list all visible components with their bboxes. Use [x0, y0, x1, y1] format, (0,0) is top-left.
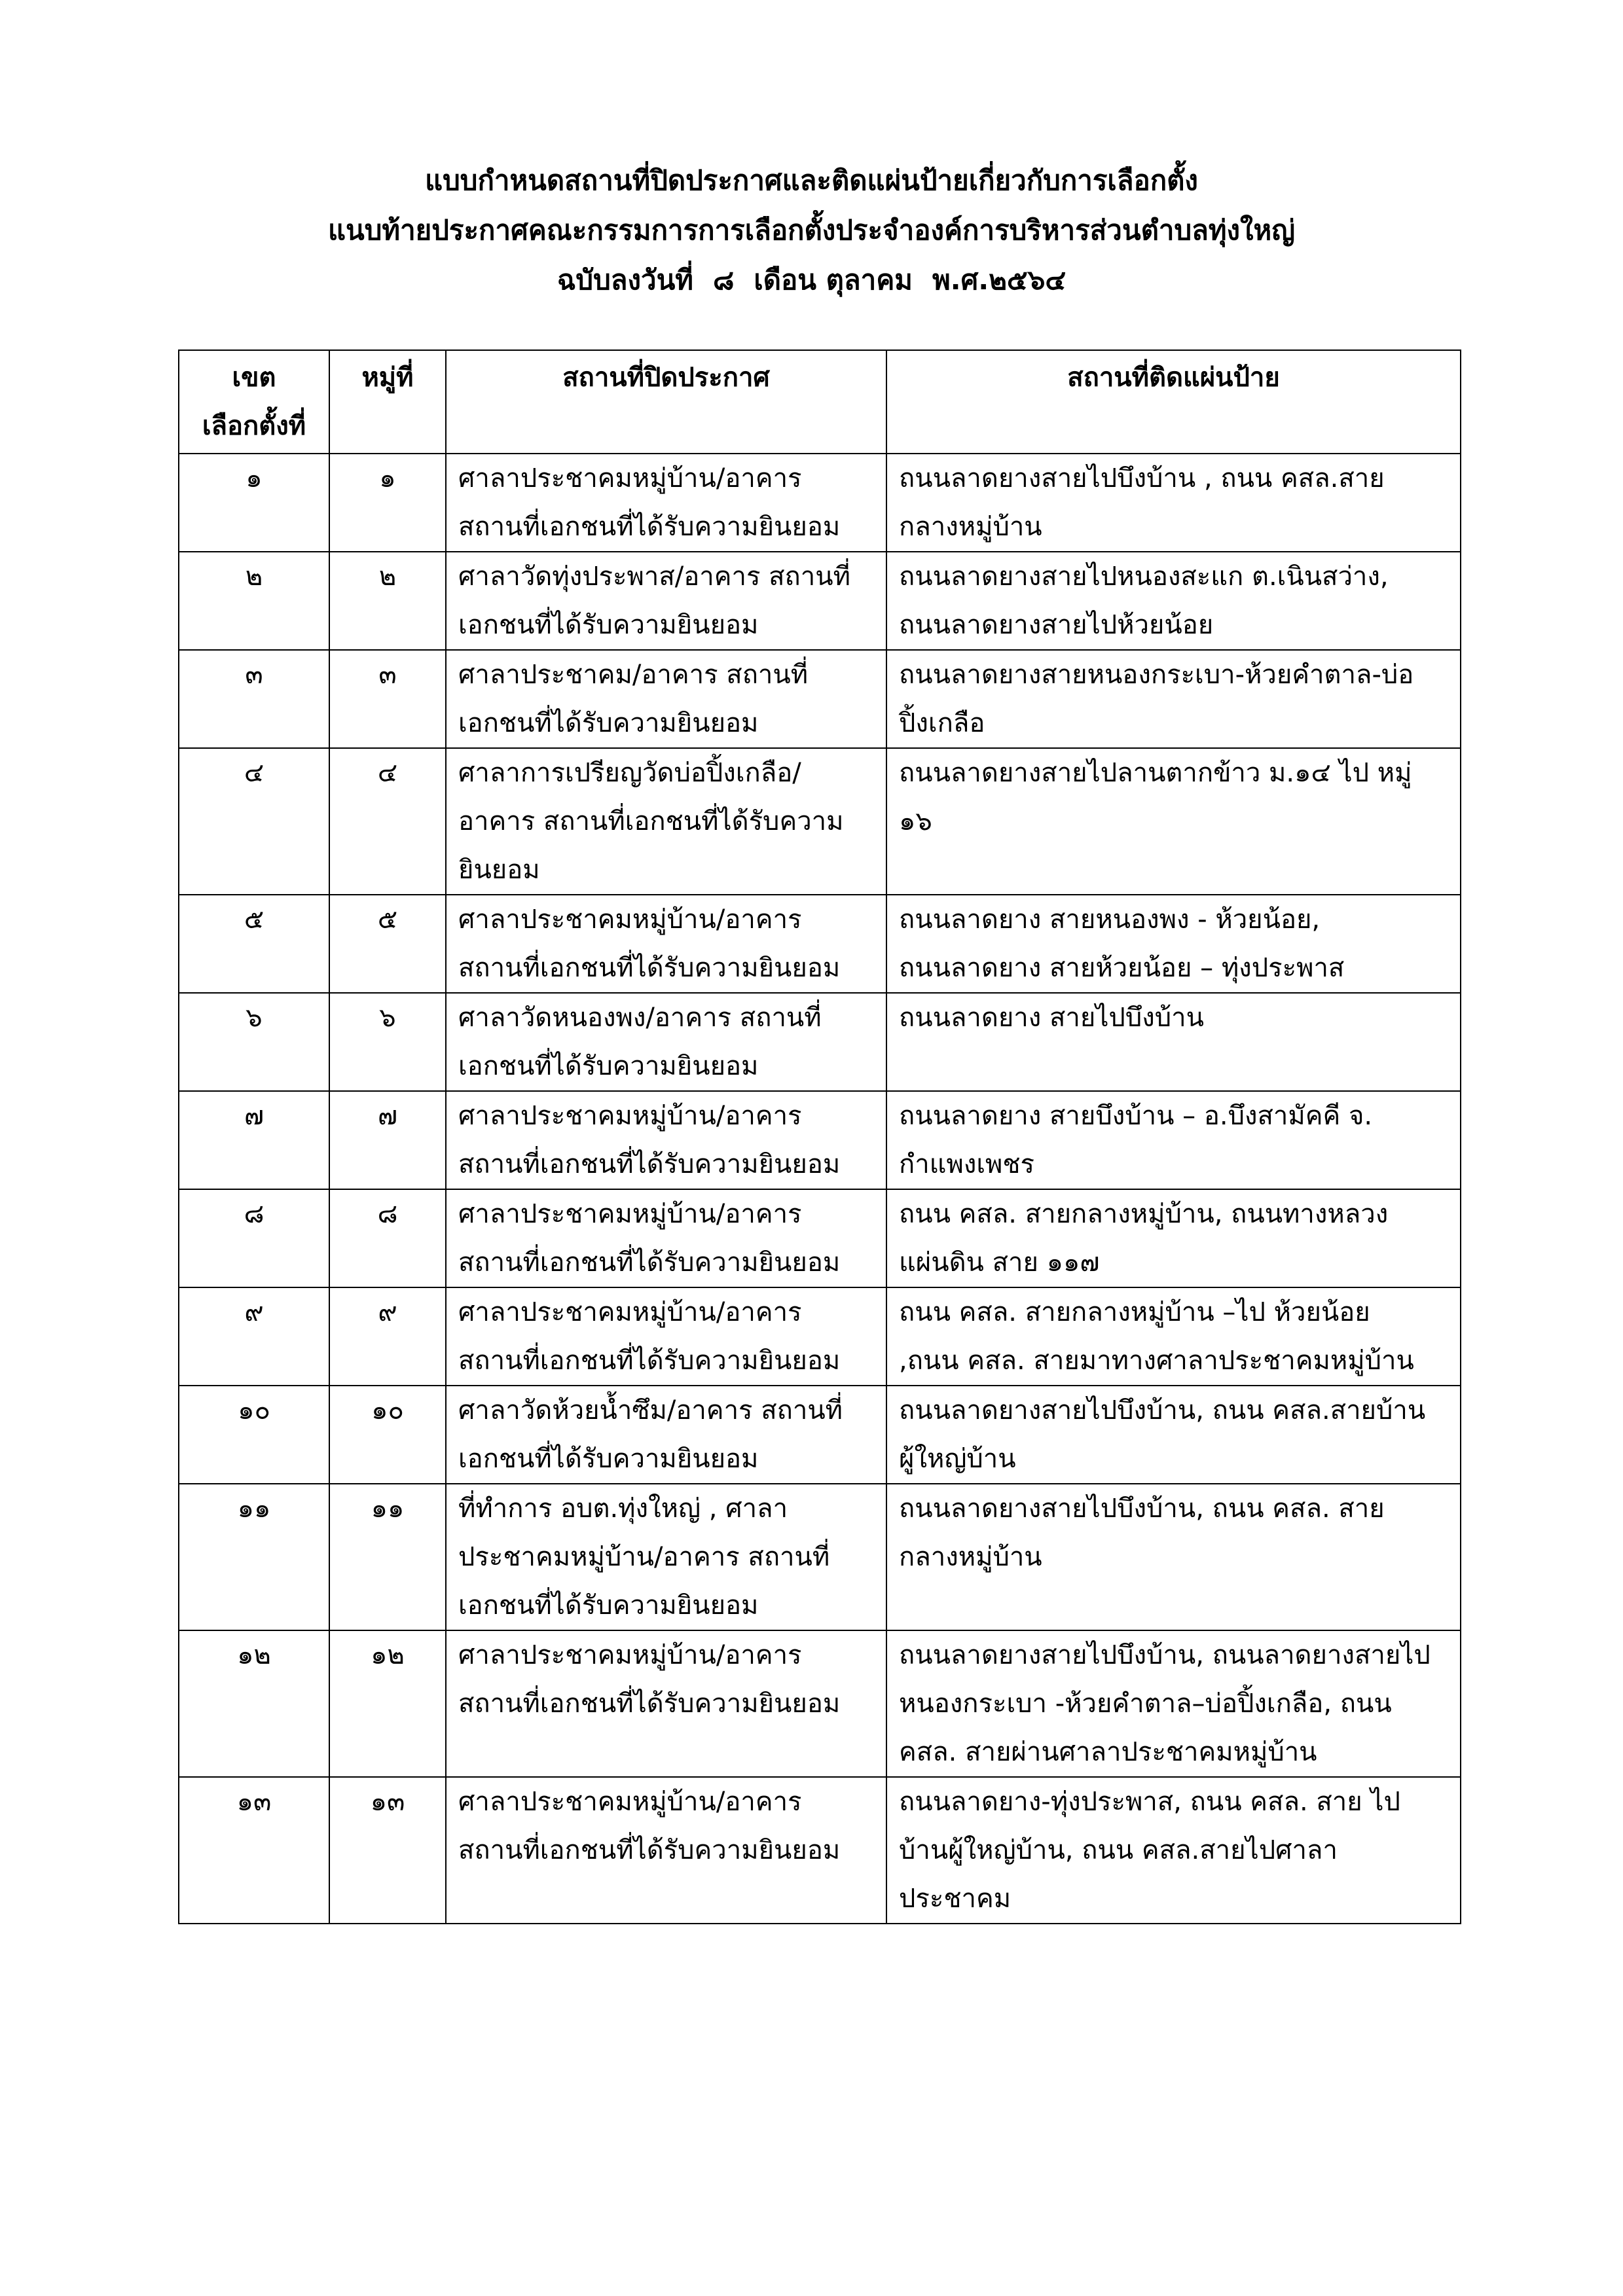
cell-zone: ๕ [179, 895, 329, 993]
cell-zone: ๗ [179, 1091, 329, 1189]
table-row [179, 650, 1461, 748]
cell-zone: ๘ [179, 1189, 329, 1287]
cell-announce-place: ศาลาประชาคมหมู่บ้าน/อาคาร สถานที่เอกชนที่ได้รับความยินยอม [446, 1189, 886, 1287]
cell-village: ๑๑ [329, 1484, 446, 1630]
table-row [179, 748, 1461, 895]
cell-zone: ๑ [179, 454, 329, 552]
header-zone [179, 350, 329, 454]
cell-zone: ๒ [179, 552, 329, 650]
cell-zone: ๓ [179, 650, 329, 748]
header-zone-line-2: เลือกตั้งที่ [202, 411, 306, 441]
cell-village: ๑๒ [329, 1630, 446, 1777]
table-row [179, 552, 1461, 650]
title-line-2: แนบท้ายประกาศคณะกรรมการการเลือกตั้งประจำองค์การบริหารส่วนตำบลทุ่งใหญ่ [327, 214, 1296, 246]
cell-village: ๓ [329, 650, 446, 748]
cell-sign-place: ถนนลาดยางสายหนองกระเบา-ห้วยคำตาล-บ่อ ปิ้งเกลือ [886, 650, 1461, 748]
cell-village: ๗ [329, 1091, 446, 1189]
cell-zone: ๑๐ [179, 1386, 329, 1484]
cell-sign-place: ถนนลาดยาง สายบึงบ้าน – อ.บึงสามัคคี จ. กำแพงเพชร [886, 1091, 1461, 1189]
table-body [179, 454, 1461, 1924]
date-prefix: ฉบับลงวันที่ [556, 264, 693, 296]
title-line-3 [0, 255, 1623, 305]
cell-sign-place: ถนนลาดยาง สายไปบึงบ้าน [886, 993, 1461, 1091]
cell-village: ๑ [329, 454, 446, 552]
cell-village: ๙ [329, 1287, 446, 1386]
cell-sign-place: ถนนลาดยางสายไปลานตากข้าว ม.๑๔ ไป หมู่ ๑๖ [886, 748, 1461, 895]
cell-village: ๕ [329, 895, 446, 993]
document-title [0, 156, 1623, 305]
cell-sign-place: ถนนลาดยางสายไปบึงบ้าน, ถนน คสล. สาย กลางหมู่บ้าน [886, 1484, 1461, 1630]
cell-announce-place: ศาลาวัดหนองพง/อาคาร สถานที่ เอกชนที่ได้รับความยินยอม [446, 993, 886, 1091]
table-row [179, 1777, 1461, 1924]
table-row [179, 1189, 1461, 1287]
table-row [179, 1386, 1461, 1484]
cell-announce-place: ศาลาประชาคมหมู่บ้าน/อาคาร สถานที่เอกชนที่ได้รับความยินยอม [446, 454, 886, 552]
cell-village: ๘ [329, 1189, 446, 1287]
cell-village: ๑๐ [329, 1386, 446, 1484]
cell-announce-place: ศาลาวัดทุ่งประพาส/อาคาร สถานที่ เอกชนที่ได้รับความยินยอม [446, 552, 886, 650]
cell-announce-place: ที่ทำการ อบต.ทุ่งใหญ่ , ศาลา ประชาคมหมู่บ้าน/อาคาร สถานที่ เอกชนที่ได้รับความยินยอม [446, 1484, 886, 1630]
header-village: หมู่ที่ [329, 350, 446, 454]
announcement-location-table [178, 350, 1461, 1924]
cell-zone: ๑๒ [179, 1630, 329, 1777]
cell-sign-place: ถนนลาดยาง สายหนองพง - ห้วยน้อย, ถนนลาดยาง สายห้วยน้อย – ทุ่งประพาส [886, 895, 1461, 993]
cell-announce-place: ศาลาวัดห้วยน้ำซึม/อาคาร สถานที่ เอกชนที่ได้รับความยินยอม [446, 1386, 886, 1484]
table-header-row [179, 350, 1461, 454]
table-row [179, 895, 1461, 993]
cell-announce-place: ศาลาประชาคมหมู่บ้าน/อาคาร สถานที่เอกชนที่ได้รับความยินยอม [446, 1630, 886, 1777]
table-row [179, 454, 1461, 552]
cell-announce-place: ศาลาการเปรียญวัดบ่อปิ้งเกลือ/ อาคาร สถานที่เอกชนที่ได้รับความ ยินยอม [446, 748, 886, 895]
header-zone-line-1: เขต [232, 363, 276, 393]
cell-sign-place: ถนน คสล. สายกลางหมู่บ้าน, ถนนทางหลวง แผ่นดิน สาย ๑๑๗ [886, 1189, 1461, 1287]
date-year: พ.ศ.๒๕๖๔ [932, 264, 1067, 296]
cell-announce-place: ศาลาประชาคม/อาคาร สถานที่ เอกชนที่ได้รับความยินยอม [446, 650, 886, 748]
cell-village: ๒ [329, 552, 446, 650]
cell-sign-place: ถนนลาดยางสายไปบึงบ้าน , ถนน คสล.สาย กลางหมู่บ้าน [886, 454, 1461, 552]
cell-village: ๑๓ [329, 1777, 446, 1924]
header-announce-place: สถานที่ปิดประกาศ [446, 350, 886, 454]
cell-village: ๖ [329, 993, 446, 1091]
cell-zone: ๖ [179, 993, 329, 1091]
cell-zone: ๑๑ [179, 1484, 329, 1630]
cell-sign-place: ถนนลาดยางสายไปบึงบ้าน, ถนนลาดยางสายไป หนองกระเบา -ห้วยคำตาล–บ่อปิ้งเกลือ, ถนน คสล. สายผ่านศาลาประชาคมหมู่บ้าน [886, 1630, 1461, 1777]
cell-sign-place: ถนนลาดยาง-ทุ่งประพาส, ถนน คสล. สาย ไป บ้านผู้ใหญ่บ้าน, ถนน คสล.สายไปศาลา ประชาคม [886, 1777, 1461, 1924]
cell-sign-place: ถนน คสล. สายกลางหมู่บ้าน –ไป ห้วยน้อย ,ถนน คสล. สายมาทางศาลาประชาคมหมู่บ้าน [886, 1287, 1461, 1386]
table-row [179, 1091, 1461, 1189]
date-month: ตุลาคม [826, 264, 913, 296]
table-row [179, 993, 1461, 1091]
cell-village: ๔ [329, 748, 446, 895]
header-sign-place: สถานที่ติดแผ่นป้าย [886, 350, 1461, 454]
table-row [179, 1287, 1461, 1386]
cell-zone: ๙ [179, 1287, 329, 1386]
cell-announce-place: ศาลาประชาคมหมู่บ้าน/อาคาร สถานที่เอกชนที่ได้รับความยินยอม [446, 1091, 886, 1189]
cell-zone: ๔ [179, 748, 329, 895]
cell-announce-place: ศาลาประชาคมหมู่บ้าน/อาคาร สถานที่เอกชนที่ได้รับความยินยอม [446, 895, 886, 993]
table-row [179, 1484, 1461, 1630]
date-month-label: เดือน [754, 264, 816, 296]
cell-sign-place: ถนนลาดยางสายไปบึงบ้าน, ถนน คสล.สายบ้าน ผู้ใหญ่บ้าน [886, 1386, 1461, 1484]
cell-zone: ๑๓ [179, 1777, 329, 1924]
date-day: ๘ [712, 264, 735, 296]
cell-announce-place: ศาลาประชาคมหมู่บ้าน/อาคาร สถานที่เอกชนที่ได้รับความยินยอม [446, 1287, 886, 1386]
cell-announce-place: ศาลาประชาคมหมู่บ้าน/อาคาร สถานที่เอกชนที่ได้รับความยินยอม [446, 1777, 886, 1924]
table-row [179, 1630, 1461, 1777]
title-line-1: แบบกำหนดสถานที่ปิดประกาศและติดแผ่นป้ายเกี่ยวกับการเลือกตั้ง [425, 164, 1198, 196]
cell-sign-place: ถนนลาดยางสายไปหนองสะแก ต.เนินสว่าง, ถนนลาดยางสายไปห้วยน้อย [886, 552, 1461, 650]
